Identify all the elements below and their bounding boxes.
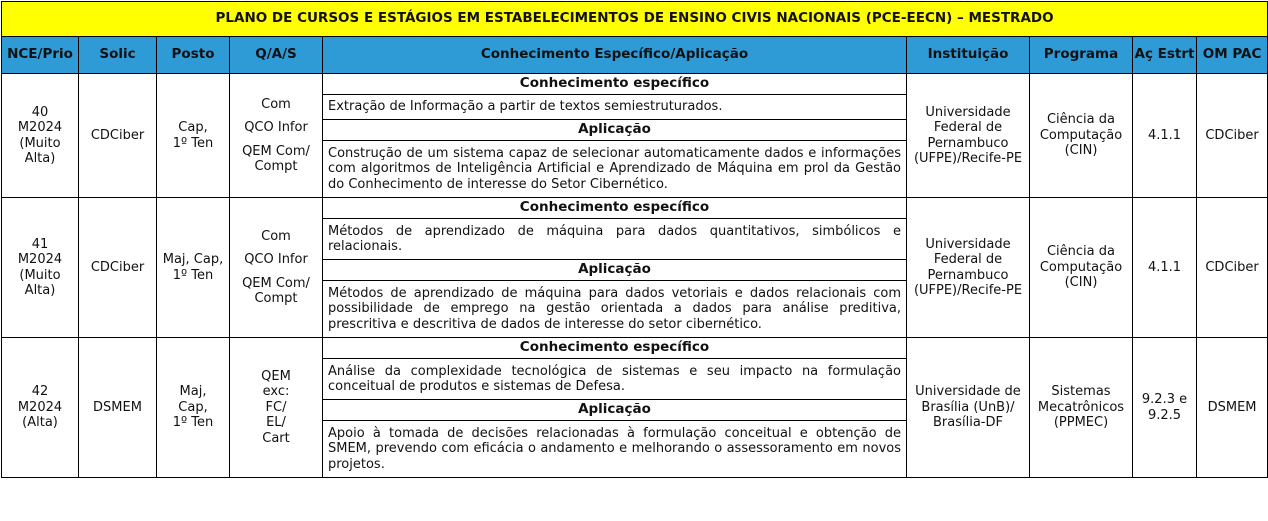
posto-line: Cap, xyxy=(178,120,208,135)
qas-line: QCO Infor xyxy=(244,252,308,267)
nce-code: M2024 xyxy=(17,252,63,267)
qas-line: exc: xyxy=(262,384,290,400)
instituicao-cell xyxy=(907,198,1030,338)
programa-cell xyxy=(1030,74,1133,198)
conhecimento-text: Análise da complexidade tecnológica de sistemas e seu impacto na formulação conceitual de produtos e sistemas de Defesa. xyxy=(323,359,907,400)
programa-line: (CIN) xyxy=(1064,143,1098,159)
qas-cell xyxy=(230,338,323,478)
posto-cell xyxy=(157,198,230,338)
header-acao: Aç Estrt xyxy=(1133,37,1197,74)
nce-number: 42 xyxy=(31,384,49,400)
programa-line: (PPMEC) xyxy=(1053,415,1109,431)
programa-line: Ciência da xyxy=(1046,244,1115,260)
solic-cell: CDCiber xyxy=(79,74,157,198)
instituicao-line: Federal de xyxy=(933,120,1003,135)
header-nce: NCE/Prio xyxy=(2,37,79,74)
instituicao-cell xyxy=(907,74,1030,198)
posto-line: Maj, xyxy=(179,384,207,400)
solic-cell: CDCiber xyxy=(79,198,157,338)
programa-line: (CIN) xyxy=(1064,275,1098,291)
instituicao-line: Brasília (UnB)/ xyxy=(921,399,1015,415)
posto-cell xyxy=(157,74,230,198)
qas-line: Cart xyxy=(262,430,290,446)
instituicao-line: Federal de xyxy=(933,252,1003,267)
om-cell: DSMEM xyxy=(1197,338,1268,478)
qas-line: QCO Infor xyxy=(244,120,308,135)
acao-line: 9.2.5 xyxy=(1147,407,1182,423)
om-cell: CDCiber xyxy=(1197,198,1268,338)
qas-line: QEM Com/ Compt xyxy=(242,275,310,306)
header-row xyxy=(2,37,1268,74)
conhecimento-text: Extração de Informação a partir de textos semiestruturados. xyxy=(323,95,907,120)
nce-priority: Alta) xyxy=(24,283,56,298)
header-programa: Programa xyxy=(1030,37,1133,74)
instituicao-line: (UFPE)/Recife-PE xyxy=(913,283,1023,298)
header-conhecimento: Conhecimento Específico/Aplicação xyxy=(323,37,907,74)
conhecimento-label: Conhecimento específico xyxy=(323,198,907,219)
course-plan-table xyxy=(1,1,1268,478)
instituicao-line: Pernambuco xyxy=(927,135,1009,151)
qas-cell xyxy=(230,198,323,338)
table-row xyxy=(2,338,1268,359)
instituicao-line: Brasília-DF xyxy=(933,415,1003,431)
header-posto: Posto xyxy=(157,37,230,74)
posto-line: Cap, xyxy=(178,399,208,415)
aplicacao-label: Aplicação xyxy=(323,260,907,281)
header-solic: Solic xyxy=(79,37,157,74)
programa-line: Computação xyxy=(1039,259,1123,275)
conhecimento-label: Conhecimento específico xyxy=(323,74,907,95)
aplicacao-label: Aplicação xyxy=(323,120,907,141)
solic-cell: DSMEM xyxy=(79,338,157,478)
instituicao-cell xyxy=(907,338,1030,478)
nce-code: M2024 xyxy=(17,399,63,415)
nce-code: M2024 xyxy=(17,120,63,135)
nce-cell xyxy=(2,74,79,198)
instituicao-line: Universidade xyxy=(925,104,1011,120)
acao-cell xyxy=(1133,338,1197,478)
nce-cell xyxy=(2,198,79,338)
programa-line: Mecatrônicos xyxy=(1037,399,1125,415)
posto-line: 1º Ten xyxy=(172,415,214,431)
programa-line: Sistemas xyxy=(1051,384,1111,400)
header-om: OM PAC xyxy=(1197,37,1268,74)
aplicacao-text: Métodos de aprendizado de máquina para dados vetoriais e dados relacionais com possibilidade de emprego na gestão orientada a dados para análise preditiva, prescritiva e descritiva de dados de interesse do setor cibernético. xyxy=(323,281,907,338)
instituicao-line: Universidade xyxy=(925,236,1011,252)
posto-cell xyxy=(157,338,230,478)
nce-number: 41 xyxy=(31,236,49,252)
header-qas: Q/A/S xyxy=(230,37,323,74)
table-title: PLANO DE CURSOS E ESTÁGIOS EM ESTABELECIMENTOS DE ENSINO CIVIS NACIONAIS (PCE-EECN) – MESTRADO xyxy=(2,2,1268,37)
aplicacao-text: Apoio à tomada de decisões relacionadas à formulação conceitual e obtenção de SMEM, prevendo com eficácia o andamento e melhorando o assessoramento em novos projetos. xyxy=(323,421,907,478)
nce-number: 40 xyxy=(31,104,49,120)
conhecimento-text: Métodos de aprendizado de máquina para dados quantitativos, simbólicos e relacionais. xyxy=(323,219,907,260)
conhecimento-label: Conhecimento específico xyxy=(323,338,907,359)
table-row xyxy=(2,74,1268,95)
acao-cell: 4.1.1 xyxy=(1133,198,1197,338)
table-row xyxy=(2,198,1268,219)
qas-line: QEM xyxy=(261,368,291,384)
qas-line: Com xyxy=(261,228,291,244)
qas-cell xyxy=(230,74,323,198)
title-row xyxy=(2,2,1268,37)
posto-line: 1º Ten xyxy=(172,267,214,283)
qas-line: FC/ xyxy=(265,399,287,415)
posto-line: 1º Ten xyxy=(172,135,214,151)
om-cell: CDCiber xyxy=(1197,74,1268,198)
programa-line: Ciência da xyxy=(1046,112,1115,128)
qas-line: QEM Com/ Compt xyxy=(242,143,310,174)
nce-cell xyxy=(2,338,79,478)
instituicao-line: Universidade de xyxy=(915,384,1021,400)
nce-priority: (Alta) xyxy=(22,415,58,431)
nce-priority: Alta) xyxy=(24,151,56,166)
programa-cell xyxy=(1030,338,1133,478)
programa-cell xyxy=(1030,198,1133,338)
aplicacao-label: Aplicação xyxy=(323,400,907,421)
qas-line: Com xyxy=(261,96,291,112)
programa-line: Computação xyxy=(1039,127,1123,143)
acao-cell: 4.1.1 xyxy=(1133,74,1197,198)
header-instituicao: Instituição xyxy=(907,37,1030,74)
nce-priority: (Muito xyxy=(19,135,61,151)
instituicao-line: (UFPE)/Recife-PE xyxy=(913,151,1023,166)
acao-line: 9.2.3 e xyxy=(1141,392,1188,407)
aplicacao-text: Construção de um sistema capaz de selecionar automaticamente dados e informações com algoritmos de Inteligência Artificial e Aprendizado de Máquina em prol da Gestão do Conhecimento de interesse do Setor Cibernético. xyxy=(323,141,907,198)
nce-priority: (Muito xyxy=(19,267,61,283)
posto-line: Maj, Cap, xyxy=(162,252,224,267)
qas-line: EL/ xyxy=(266,415,286,431)
instituicao-line: Pernambuco xyxy=(927,267,1009,283)
